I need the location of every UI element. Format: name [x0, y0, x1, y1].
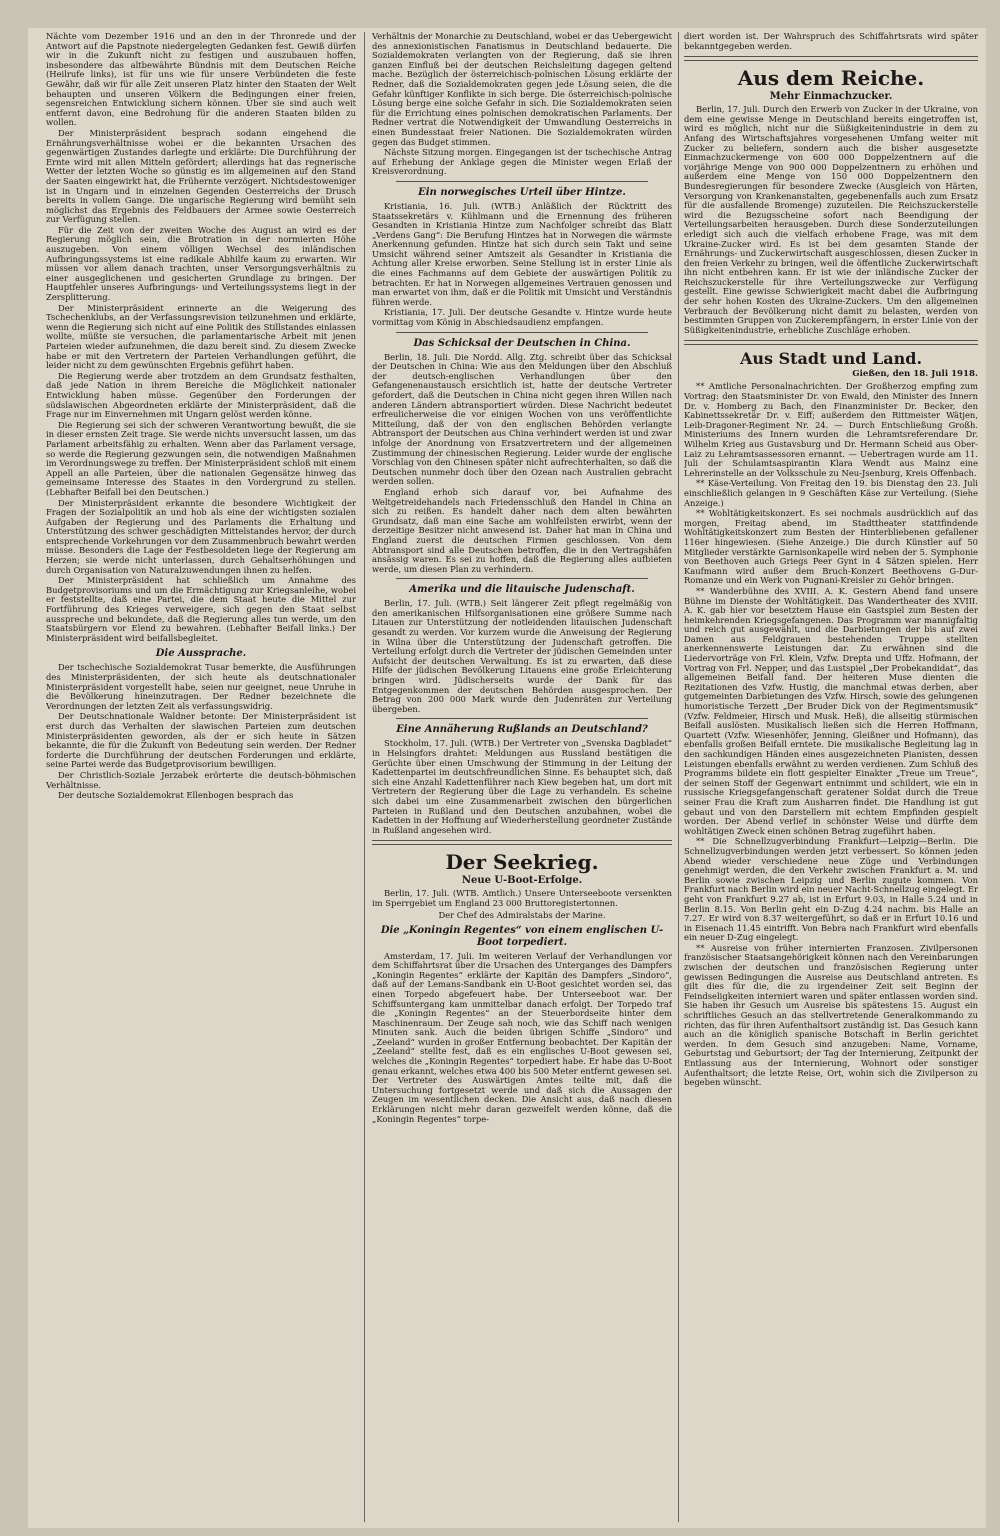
article-paragraph: Nächte vom Dezember 1916 und an den in der Thronrede und der Antwort auf die Papstnote niedergelegten Gedanken fest. Gewiß dürfen wir in die Zukunft nicht zu festigen und auszubauen hoffen, insbesondere das altbewährte Bündnis mit dem Deutschen Reiche (Heilrufe links), ist für uns wie für unsere Verbündeten die feste Gewähr, daß wir für alle Zeit unseren Platz hinter den Staaten der Welt behaupten und unseren Völkern die Bedingungen einer freien, segensreichen Entwicklung sichern können. Über sie sind auch weit entfernt davon, eine Bedrohung für die anderen Staaten bilden zu wollen. [46, 32, 356, 128]
article-paragraph: Der deutsche Sozialdemokrat Ellenbogen besprach das [58, 790, 294, 801]
article-paragraph: diert worden ist. Der Wahrspruch des Schiffahrtsrats wird später bekanntgegeben werden. [684, 32, 978, 51]
column-1 [46, 32, 356, 1528]
section-title-reich: Aus dem Reiche. [737, 66, 925, 91]
article-paragraph: England erhob sich darauf vor, bei Aufnahme des Weltgetreidehandels nach Friedensschluß den Handel in China an sich zu reißen. Es handelt daher nach dem alten bewährten Grundsatz, daß man eine Sache am wohlfeilsten erwirbt, wenn der derzeitige Besitzer nicht anwesend ist. Daher hat man in China und England zuerst die deutschen Firmen geschlossen. Von dem Abtransport sind alle Deutschen betroffen, die in den Vertragshäfen ansässig waren. Es sei zu hoffen, daß die Regierung alles aufbieten werde, um diesen Plan zu verhindern. [372, 486, 672, 574]
article-paragraph: Berlin, 17. Juli. (WTB.) Seit längerer Zeit pflegt regelmäßig von den amerikanischen Hilfsorganisationen eine größere Summe nach Litauen zur Unterstützung der notleidenden litauischen Judenschaft gesandt zu werden. Vor kurzem wurde die Anweisung der Regierung in Wilna über die Unterstützung der Judenschaft getroffen. Die Verteilung erfolgt durch die Vertreter der jüdischen Gemeinden unter Aufsicht der deutschen Verwaltung. Es ist zu erwarten, daß diese Hilfe der jüdischen Bevölkerung Litauens eine große Erleichterung bringen wird. Jüdischerseits wurde der Dank für das Entgegenkommen der deutschen Behörden ausgesprochen. Der Betrag von 200 000 Mark wurde den Judenräten zur Verteilung übergeben. [372, 598, 672, 714]
article-paragraph: Für die Zeit von der zweiten Woche des August an wird es der Regierung möglich sein, die Brotration in der normierten Höhe auszugeben. Von einem völligen Wechsel des inländischen Aufbringungssystems ist eine radikale Abhilfe kaum zu erwarten. Wir müssen vor allem danach trachten, unser Versorgungsverhältnis zu einer ausgeglichenen und gesicherten Grundlage zu bringen. Der Hauptfehler unseres Aufbringungs- und Verteilungssystems liegt in der Zersplitterung. [46, 224, 356, 303]
column-rule [678, 32, 679, 1522]
article-paragraph: Kristiania, 17. Juli. Der deutsche Gesandte v. Hintze wurde heute vormittag vom König in Abschiedsaudienz empfangen. [372, 307, 672, 328]
newspaper-page [28, 28, 986, 1528]
article-paragraph: Amsterdam, 17. Juli. Im weiteren Verlauf der Verhandlungen vor dem Schiffahrtsrat über die Ursachen des Unterganges des Dampfers „Koningin Regentes“ erklärte der Kapitän des Dampfers „Sindoro“, daß auf der Lemans-Sandbank ein U-Boot gesichtet worden sei, das einen Torpedo abgefeuert habe. Der Unterseeboot war. Der Schiffsuntergang kam unmittelbar danach erfolgt. Der Torpedo traf die „Koningin Regentes“ an der Steuerbordseite hinter dem Maschinenraum. Der Zeuge sah noch, wie das Schiff nach wenigen Minuten sank. Auch die beiden übrigen Schiffe „Sindoro“ und „Zeeland“ wurden in großer Entfernung beobachtet. Der Kapitän der „Zeeland“ stellte fest, daß es ein englisches U-Boot gewesen sei, welches die „Koningin Regentes“ torpediert habe. Er habe das U-Boot genau erkannt, welches etwa 400 bis 500 Meter entfernt gewesen sei. Der Vertreter des Auswärtigen Amtes teilte mit, daß die Untersuchung fortgesetzt werde und daß sich die Aussagen der Zeugen im wesentlichen decken. Die Ansicht aus, daß nach diesen Erklärungen nicht mehr daran gezweifelt werden könne, daß die „Koningin Regentes“ torpe- [372, 950, 672, 1124]
article-paragraph: Der Ministerpräsident besprach sodann eingehend die Ernährungsverhältnisse wobei er die bekannten Ursachen des gegenwärtigen Zustandes darlegte und erklärte: Die Durchführung der Ernte wird mit allen Mitteln gefördert; allerdings hat das regnerische Wetter der letzten Woche so günstig es im allgemeinen auf den Stand der Saaten eingewirkt hat, die Frühernte verzögert. Nichtsdestoweniger ist in Ungarn und in einzelnen Gegenden Oesterreichs der Drusch bereits in vollem Gange. Die ungarische Regierung wird bemüht sein möglichst das Ergebnis des Feldbauers der Armee sowie Oesterreich zur Verfügung stellen. [46, 127, 356, 225]
article-paragraph: ** Ausreise von früher internierten Franzosen. Zivilpersonen französischer Staatsangehörigkeit können nach den Vereinbarungen zwischen der deutschen und französischen Regierung unter gewissen Bedingungen die Ausreise aus Deutschland antreten. Es gilt dies für die, die zu irgendeiner Zeit seit Beginn der Feindseligkeiten interniert waren und später entlassen worden sind. Sie haben ihr Gesuch um Ausreise bis spätestens 15. August ein schriftliches Gesuch an das stellvertretende Generalkommando zu richten, das für ihren Aufenthaltsort zuständig ist. Das Gesuch kann auch an die königlich spanische Botschaft in Berlin gerichtet werden. In dem Gesuch sind anzugeben: Name, Vorname, Geburtstag und Geburtsort; der Tag der Internierung, Zeitpunkt der Entlassung aus der Internierung, Wohnort oder sonstiger Aufenthaltsort; die letzte Reise, Ort, wohin sich die Zivilperson zu begeben wünscht. [684, 942, 978, 1088]
article-separator [396, 578, 648, 579]
article-paragraph: Der Deutschnationale Waldner betonte: Der Ministerpräsident ist erst durch das Verhalten der slawischen Parteien zum deutschen Ministerpräsidenten geworden, als der er sich heute in Sätzen bekannte, die für die Zukunft von Bedeutung sein werden. Der Redner forderte die Durchführung der deutschen Forderungen und erklärte, seine Partei werde das Budgetprovisorium bewilligen. [46, 711, 356, 770]
section-separator [684, 56, 978, 61]
article-paragraph: Die Regierung werde aber trotzdem an dem Grundsatz festhalten, daß jede Nation in ihrem Bereiche die Möglichkeit nationaler Entwicklung haben müsse. Gegenüber den Forderungen der südslawischen Abgeordneten erklärte der Ministerpräsident, daß die Frage nur im Einvernehmen mit Ungarn gelöst werden könne. [46, 370, 356, 420]
section-subtitle: Neue U-Boot-Erfolge. [461, 875, 583, 887]
section-heading: Die Aussprache. [155, 648, 247, 660]
article-separator [396, 181, 648, 182]
article-paragraph: Verhältnis der Monarchie zu Deutschland, wobei er das Uebergewicht des annexionistischen Fanatismus in Deutschland bedauerte. Die Sozialdemokraten verlangten von der Regierung, daß sie ihren ganzen Einfluß bei der deutschen Reichsleitung dagegen geltend mache. Bezüglich der österreichisch-polnischen Lösung erklärte der Redner, daß die Sozialdemokraten gegen jede Lösung seien, die die Gefahr künftiger Konflikte in sich berge. Die österreichisch-polnische Lösung berge eine solche Gefahr in sich. Die Sozialdemokraten seien für die Errichtung eines polnischen demokratischen Parlaments. Der Redner vertrat die Notwendigkeit der Umwandlung Oesterreichs in einen Bundesstaat freier Nationen. Die Sozialdemokraten würden gegen das Budget stimmen. [372, 32, 672, 147]
article-paragraph: ** Wohltätigkeitskonzert. Es sei nochmals ausdrücklich auf das morgen, Freitag abend, im Stadttheater stattfindende Wohltätigkeitskonzert zum Besten der Hinterbliebenen gefallener 116er hingewiesen. (Siehe Anzeige.) Die durch Künstler auf 50 Mitglieder verstärkte Garnisonkapelle wird neben der 5. Symphonie von Beethoven auch Griegs Peer Gynt in 4 Sätzen spielen. Herr Kaufmann wird außer dem Bruch-Konzert Beethovens G-Dur-Romanze und ein Werk von Pugnani-Kreisler zu Gehör bringen. [684, 508, 978, 586]
article-paragraph: Der Ministerpräsident erinnerte an die Weigerung des Tschechenklubs, an der Verfassungsrevision teilzunehmen und erklärte, wenn die Regierung sich nicht auf eine Politik des Stillstandes einlassen wollte, müßte sie versuchen, die parlamentarische Arbeit mit jenen Parteien wieder aufzunehmen, die dazu bereit sind. Zu diesem Zwecke habe er mit den Vertretern der Parteien Verhandlungen geführt, die leider nicht zu dem gewünschten Ergebnis geführt haben. [46, 302, 356, 371]
section-heading: Das Schicksal der Deutschen in China. [413, 337, 631, 349]
article-separator [396, 332, 648, 333]
article-paragraph: Berlin, 17. Juli. Durch den Erwerb von Zucker in der Ukraine, von dem eine gewisse Menge in Deutschland bereits eingetroffen ist, wird es möglich, nicht nur die Süßigkeitenindustrie in dem zu Anfang des Wirtschaftsjahres vorgesehenen Umfang weiter mit Zucker zu beliefern, sondern auch die bisher ausgesetzte Einmachzuckermenge von 600 000 Doppelzentnern auf die vorjährige Menge von 900 000 Doppelzentnern zu erhöhen und außerdem eine Menge von 150 000 Doppelzentnern den Bundesregierungen für besondere Zwecke (Ausgleich von Härten, Versorgung von Krankenanstalten, gegebenenfalls auch zum Ersatz für die ausfallende Bromenge) zuzuteilen. Die Reichszuckerstelle wird die Bezugsscheine sofort nach Beendigung der Verteilungsarbeiten herausgeben. Durch diese Sonderzuteilungen erledigt sich auch die vielfach erhobene Frage, was mit dem Ukraine-Zucker wird. Es ist bei dem gesamten Stande der Ernährungs- und Zuckerwirtschaft ausgeschlossen, diesen Zucker in den freien Verkehr zu bringen, weil die öffentliche Zuckerwirtschaft ihn nicht entbehren kann. Er ist wie der inländische Zucker der Reichszuckerstelle für ihre Verteilungszwecke zur Verfügung gestellt. Eine gewisse Schwierigkeit macht dabei die Aufbringung der sehr hohen Kosten des Ukraine-Zuckers. Um den allgemeinen Verbrauch der Bevölkerung nicht damit zu belasten, werden von bestimmten Gruppen von Zuckerempfängern, in erster Linie von der Süßigkeitenindustrie, erhebliche Zuschläge erhoben. [684, 104, 978, 335]
article-paragraph: Nächste Sitzung morgen. Eingegangen ist der tschechische Antrag auf Erhebung der Anklage gegen die Minister wegen Erlaß der Kreisverordnung. [372, 147, 672, 177]
section-separator [684, 340, 978, 345]
article-separator [396, 718, 648, 719]
dateline: Gießen, den 18. Juli 1918. [852, 369, 978, 380]
article-paragraph: Kristiania, 16. Juli. (WTB.) Anläßlich der Rücktritt des Staatssekretärs v. Kühlmann und die Ernennung des früheren Gesandten in Kristiania Hintze zum Nachfolger schreibt das Blatt „Verdens Gang“: Die Berufung Hintzes hat in Norwegen die wärmste Anerkennung gefunden. Hintze hat sich durch sein Takt und seine Umsicht während seiner Amtszeit als Gesandter in Kristiania die Achtung aller Kreise erworben. Seine Stellung ist in erster Linie als die eines Fachmanns auf dem Gebiete der auswärtigen Politik zu betrachten. Er hat in Norwegen allgemeines Vertrauen genossen und man erwartet von ihm, daß er die Politik mit Umsicht und Verständnis führen werde. [372, 200, 672, 307]
article-paragraph: ** Amtliche Personalnachrichten. Der Großherzog empfing zum Vortrag: den Staatsminister Dr. von Ewald, den Minister des Innern Dr. v. Homberg zu Bach, den Finanzminister Dr. Becker, den Kabinettssekretär Dr. v. Eiff; außerdem den Rittmeister Wätjen, Leib-Dragoner-Regiment Nr. 24. — Durch Entschließung Großh. Ministeriums des Innern wurden die Lehramtsreferendare Dr. Wilhelm Krieg aus Gustavsburg und Dr. Hermann Scheid aus Ober-Laiz zu Lehramtsassessoren ernannt. — Uebertragen wurde am 11. Juli der Schulamtsaspirantin Klara Wendt aus Mainz eine Lehrerinstelle an der Volksschule zu Neu-Jsenburg, Kreis Offenbach. [684, 381, 978, 478]
article-paragraph: Die Regierung sei sich der schweren Verantwortung bewußt, die sie in dieser ernsten Zeit trage. Sie werde nichts unversucht lassen, um das Parlament arbeitsfähig zu erhalten. Wenn aber das Parlament versage, so werde die Regierung gezwungen sein, die notwendigen Maßnahmen im Verordnungswege zu treffen. Der Ministerpräsident schloß mit einem Appell an alle Parteien, über die nationalen Gegensätze hinweg das gemeinsame Interesse des Staates in den Vordergrund zu stellen. (Lebhafter Beifall bei den Deutschen.) [46, 419, 356, 497]
article-paragraph: Der Christlich-Soziale Jerzabek erörterte die deutsch-böhmischen Verhältnisse. [46, 769, 356, 790]
column-rule [364, 32, 365, 1522]
article-paragraph: Stockholm, 17. Juli. (WTB.) Der Vertreter von „Svenska Dagbladet“ in Helsingfors drahtet: Meldungen aus Russland bestätigen die Gerüchte über einen Umschwung der Stimmung in der Leitung der Kadettenpartei im deutschfreundlichen Sinne. Es behauptet sich, daß sich eine Anzahl Kadettenführer nach Kiew begeben hat, um dort mit Vertretern der Regierung über die Lage zu verhandeln. Es scheine sich dabei um eine Zusammenarbeit zwischen den bürgerlichen Parteien in Rußland und den Deutschen anzubahnen, wobei die Kadetten in der Hoffnung auf Wiederherstellung geordneter Zustände in Rußland angesehen wird. [372, 738, 672, 835]
article-paragraph: Berlin, 17. Juli. (WTB. Amtlich.) Unsere Unterseeboote versenkten im Sperrgebiet um England 23 000 Bruttoregistertonnen. [372, 888, 672, 908]
signature-line: Der Chef des Admiralstabs der Marine. [438, 909, 606, 920]
column-3 [684, 32, 978, 1528]
section-heading: Ein norwegisches Urteil über Hintze. [418, 186, 626, 198]
section-heading: Die „Koningin Regentes“ von einem englischen U-Boot torpediert. [380, 924, 664, 948]
article-paragraph: ** Wanderbühne des XVIII. A. K. Gestern Abend fand unsere Bühne im Dienste der Wohltätigkeit. Das Wandertheater des XVIII. A. K. gab hier vor besetztem Hause ein Gastspiel zum Besten der heimkehrenden Kriegsgefangenen. Das Programm war mannigfaltig und reich gut ausgewählt, und die Darbietungen der bis auf zwei Damen aus Feldgrauen bestehenden Truppe stellten anerkennenswerte Leistungen dar. Zu erwähnen sind die Liedervorträge von Frl. Klein, Vzfw. Drepta und Uffz. Hofmann, der Vortrag von Frl. Nepper, und das Lustspiel „Der Probekandidat“, das allgemeinen Beifall fand. Der heiteren Muse dienten die Rezitationen des Vzfw. Hustig, die manchmal etwas derben, aber gutgemeinten Darbietungen des Vzfw. Hirsch, sowie des gelungenen humoristische Terzett „Der Bruder Dick von der Regimentsmusik“ (Vzfw. Feldmeier, Hirsch und Musk. Heß), die allseitig stürmischen Beifall auslösten. Musikalisch ließen sich die Herren Hoffmann, Quartett (Vzfw. Wiesenhöfer, Jenning, Gleißner und Hofmann), das ebenfalls großen Beifall erntete. Die musikalische Begleitung lag in den sachkundigen Händen eines ausgezeichneten Pianisten, dessen Leistungen ebenfalls erwähnt zu werden verdienen. Zum Schluß des Programms bildete ein flott gespielter Einakter „Treue um Treue“, der seinen Stoff der Gegenwart entnimmt und schildert, wie ein in russische Kriegsgefangenschaft geratener Soldat durch die Treue seiner Frau die Kraft zum Ausharren findet. Die Handlung ist gut gebaut und von den Darstellern mit echtem Empfinden gespielt worden. Der Abend verlief in schönster Weise und dürfte dem wohltätigen Zweck einen schönen Betrag zugeführt haben. [684, 585, 978, 836]
article-paragraph: Der tschechische Sozialdemokrat Tusar bemerkte, die Ausführungen des Ministerpräsidenten, der sich heute als deutschnationaler Ministerpräsident vorgestellt habe, seien nur geeignet, neue Unruhe in die Bevölkerung hineinzutragen. Der Redner bezeichnete die Verordnungen der letzten Zeit als verfassungswidrig. [46, 662, 356, 711]
section-title-stadt: Aus Stadt und Land. [739, 349, 923, 369]
section-heading: Eine Annäherung Rußlands an Deutschland? [396, 724, 648, 736]
article-paragraph: ** Die Schnellzugverbindung Frankfurt—Leipzig—Berlin. Die Schnellzugverbindungen werden jetzt verbessert. So können jeden Abend wieder verschiedene neue Züge und Verbindungen genehmigt werden, die den Verkehr zwischen Frankfurt a. M. und Berlin sowie zwischen Leipzig und Berlin zugute kommen. Von Frankfurt nach Berlin wird ein neuer Nacht-Schnellzug eingelegt. Er geht von Frankfurt 9.27 ab, ist in Erfurt 9.03, in Halle 5.24 und in Berlin 8.15. Von Berlin geht ein D-Zug 4.24 nachm. bis Halle an 7.27. Er wird von 8.37 weitergeführt, so daß er in Erfurt 10.16 und in Eisenach 11.45 eintrifft. Von Bebra nach Frankfurt wird ebenfalls ein neuer D-Zug eingelegt. [684, 836, 978, 943]
section-separator [372, 840, 672, 845]
section-heading: Amerika und die litauische Judenschaft. [409, 584, 635, 596]
section-subtitle: Mehr Einmachzucker. [769, 91, 893, 103]
article-paragraph: ** Käse-Verteilung. Von Freitag den 19. bis Dienstag den 23. Juli einschließlich gelangen in 9 Geschäften Käse zur Verteilung. (Siehe Anzeige.) [684, 478, 978, 508]
section-title-seekrieg: Der Seekrieg. [445, 850, 599, 875]
article-paragraph: Berlin, 18. Juli. Die Nordd. Allg. Ztg. schreibt über das Schicksal der Deutschen in China: Wie aus den Meldungen über den Abschluß der deutsch-englischen Verhandlungen über den Gefangenenaustausch ersichtlich ist, hatte der deutsche Vertreter gefordert, daß die Deutschen in China nicht gegen ihren Willen nach anderen Ländern abtransportiert würden. Diese Nachricht bedeutet erfreulicherweise die vor einigen Wochen von uns veröffentlichte Mitteilung, daß der von den englischen Behörden verlangte Abtransport der Deutschen aus China verhindert werden ist und zwar infolge der Anordnung von Ersatzvertretern und der allgemeinen Zustimmung der chinesischen Regierung. Leider wurde der englische Vorschlag von den Chinesen später nicht aufrechterhalten, so daß die Deutschen nunmehr doch über den Ozean nach Australien gebracht werden sollen. [372, 351, 672, 487]
article-paragraph: Der Ministerpräsident hat schließlich um Annahme des Budgetprovisoriums und um die Ermächtigung zur Kriegsanleihe, wobei er feststellte, daß eine Partei, die dem Staat heute die Mittel zur Fortführung des Krieges verweigere, sich gegen den Staat selbst ausspreche und bekundete, daß die Regierung alles tun werde, um den Staatsbürgern vor Elend zu bewahren. (Lebhafter Beifall links.) Der Ministerpräsident wird beifallsbegleitet. [46, 575, 356, 643]
column-2 [372, 32, 672, 1528]
article-paragraph: Der Ministerpräsident erkannte die besondere Wichtigkeit der Fragen der Sozialpolitik an und hob als eine der wichtigsten sozialen Aufgaben der Regierung und des Parlaments die Erhaltung und Unterstützung des schwer geschädigten Mittelstandes hervor, der durch entsprechende Vorkehrungen vor dem Zusammenbruch bewahrt werden müsse. Besonders die Lage der Festbesoldeten liege der Regierung am Herzen; sie werde nicht unterlassen, durch Gehaltserhöhungen und durch Organisation von Naturalzuwendungen ihnen zu helfen. [46, 497, 356, 575]
